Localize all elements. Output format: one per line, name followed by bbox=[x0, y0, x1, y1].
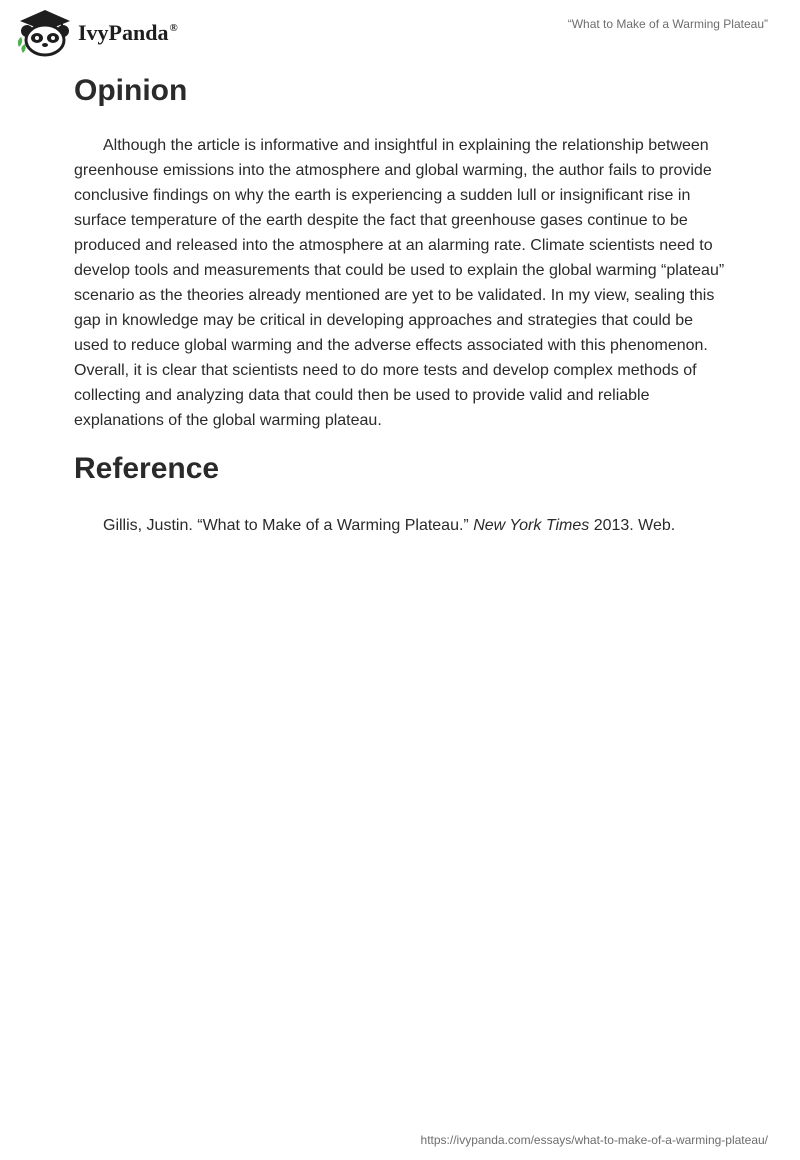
opinion-paragraph: Although the article is informative and insightful in explaining the relationship between greenhouse emissions into the atmosphere and global warming, the author fails to provide conclusive findings on why the earth is experiencing a sudden lull or insignificant rise in surface temperature of the earth despite the fact that greenhouse gases continue to be produced and released into the atmosphere at an alarming rate. Climate scientists need to develop tools and measurements that could be used to explain the global warming “plateau” scenario as the theories already mentioned are yet to be validated. In my view, sealing this gap in knowledge may be critical in developing approaches and strategies that could be used to reduce global warming and the adverse effects associated with this phenomenon. Overall, it is clear that scientists need to do more tests and develop complex methods of collecting and analyzing data that could then be used to provide valid and reliable explanations of the global warming plateau. bbox=[74, 137, 725, 429]
running-title: “What to Make of a Warming Plateau” bbox=[567, 17, 768, 31]
essay-content bbox=[74, 72, 730, 538]
reference-entry-end: 2013. Web. bbox=[589, 517, 676, 534]
logo-wordmark bbox=[78, 20, 178, 46]
panda-graduate-icon bbox=[14, 7, 76, 57]
opinion-section bbox=[74, 72, 730, 433]
footer-source-url[interactable]: https://ivypanda.com/essays/what-to-make-of-a-warming-plateau/ bbox=[420, 1133, 768, 1147]
reference-entry bbox=[74, 513, 730, 538]
opinion-heading: Opinion bbox=[74, 74, 188, 107]
reference-heading: Reference bbox=[74, 452, 220, 485]
logo-name: IvyPanda bbox=[78, 20, 169, 45]
reference-publication: New York Times bbox=[473, 517, 590, 534]
logo-registered-mark: ® bbox=[169, 22, 178, 34]
reference-section bbox=[74, 450, 730, 538]
ivypanda-logo[interactable] bbox=[14, 7, 204, 57]
page-header bbox=[0, 0, 800, 64]
reference-entry-start: Gillis, Justin. “What to Make of a Warming Plateau.” bbox=[103, 517, 474, 534]
